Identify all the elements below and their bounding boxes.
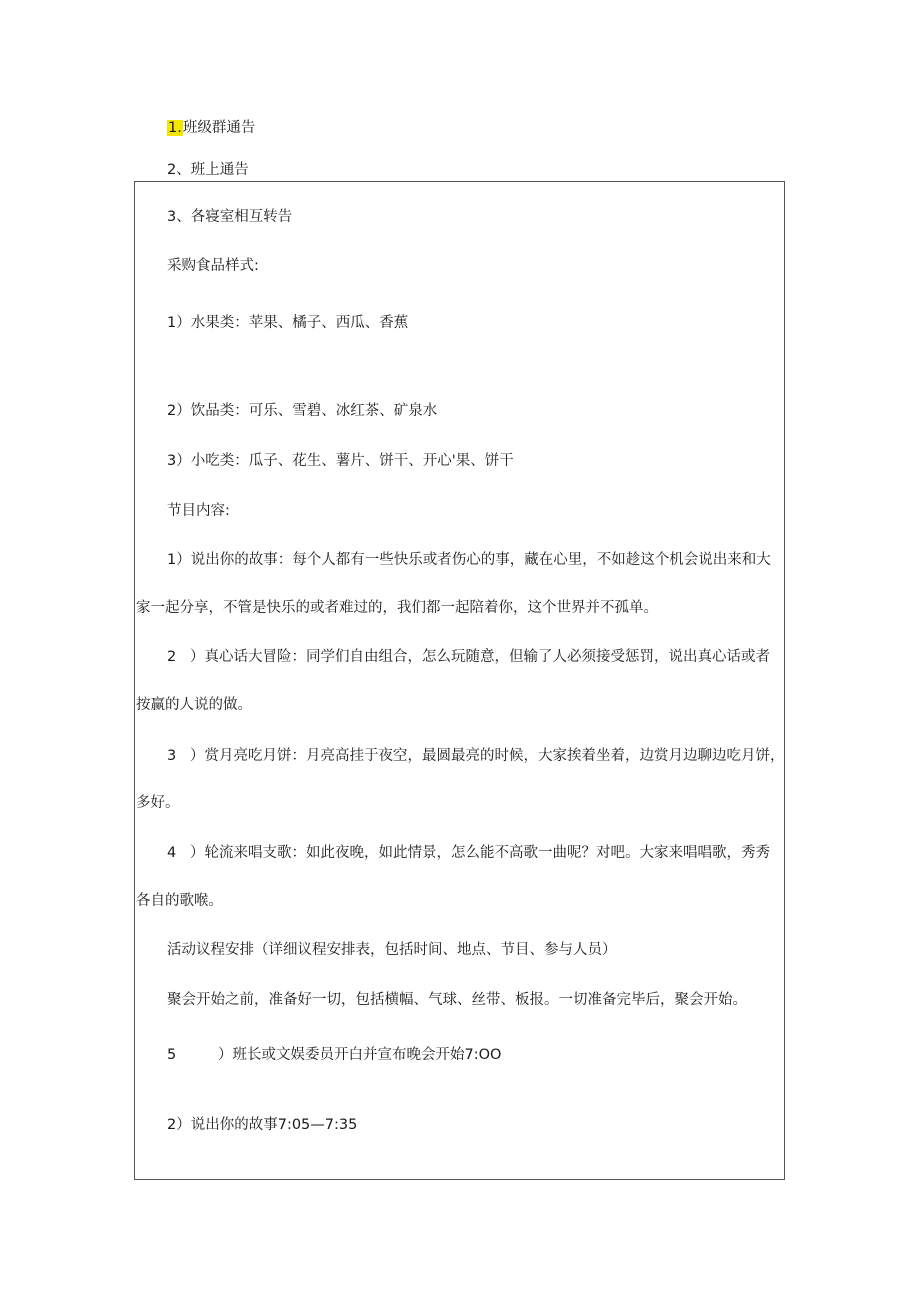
program-truth-line2: 按赢的人说的做。	[136, 697, 252, 713]
program-truth-line1: ）真心话大冒险：同学们自由组合，怎么玩随意，但输了人必须接受惩罚，说出真心话或者	[190, 649, 770, 665]
program-moon-line2: 多好。	[136, 795, 180, 811]
program-sing-line2: 各自的歌喉。	[136, 893, 223, 909]
agenda-opening-text: ）班长或文娱委员开白并宣布晚会开始7:OO	[218, 1047, 502, 1063]
intro-item-1-text: 班级群通告	[182, 120, 256, 136]
intro-item-3: 3、各寝室相互转告	[167, 209, 293, 225]
intro-item-1	[167, 118, 255, 138]
program-heading: 节目内容:	[167, 503, 230, 519]
agenda-preparation: 聚会开始之前，准备好一切，包括横幅、气球、丝带、板报。一切准备完毕后，聚会开始。	[167, 992, 747, 1008]
program-moon-number: 3	[167, 748, 177, 764]
food-heading: 采购食品样式:	[167, 258, 259, 274]
program-story-line1: 1）说出你的故事：每个人都有一些快乐或者伤心的事，藏在心里，不如趁这个机会说出来和大	[167, 552, 771, 568]
program-sing-number: 4	[167, 845, 177, 861]
agenda-opening-number: 5	[167, 1047, 177, 1063]
highlighted-number: 1.	[168, 120, 182, 136]
food-drinks: 2）饮品类：可乐、雪碧、冰红茶、矿泉水	[167, 403, 438, 419]
program-moon-line1: ）赏月亮吃月饼：月亮高挂于夜空，最圆最亮的时候，大家挨着坐着，边赏月边聊边吃月饼，	[190, 748, 785, 764]
agenda-story-time: 2）说出你的故事7:05—7:35	[167, 1117, 358, 1133]
program-sing-line1: ）轮流来唱支歌：如此夜晚，如此情景，怎么能不高歌一曲呢？对吧。大家来唱唱歌，秀秀	[190, 845, 770, 861]
program-story-line2: 家一起分享，不管是快乐的或者难过的，我们都一起陪着你，这个世界并不孤单。	[136, 600, 658, 616]
program-truth-number: 2	[167, 649, 177, 665]
intro-item-2: 2、班上通告	[167, 162, 249, 178]
food-fruit: 1）水果类：苹果、橘子、西瓜、香蕉	[167, 315, 409, 331]
agenda-heading: 活动议程安排（详细议程安排表，包括时间、地点、节目、参与人员）	[167, 942, 617, 958]
food-snacks: 3）小吃类：瓜子、花生、薯片、饼干、开心'果、饼干	[167, 453, 514, 469]
